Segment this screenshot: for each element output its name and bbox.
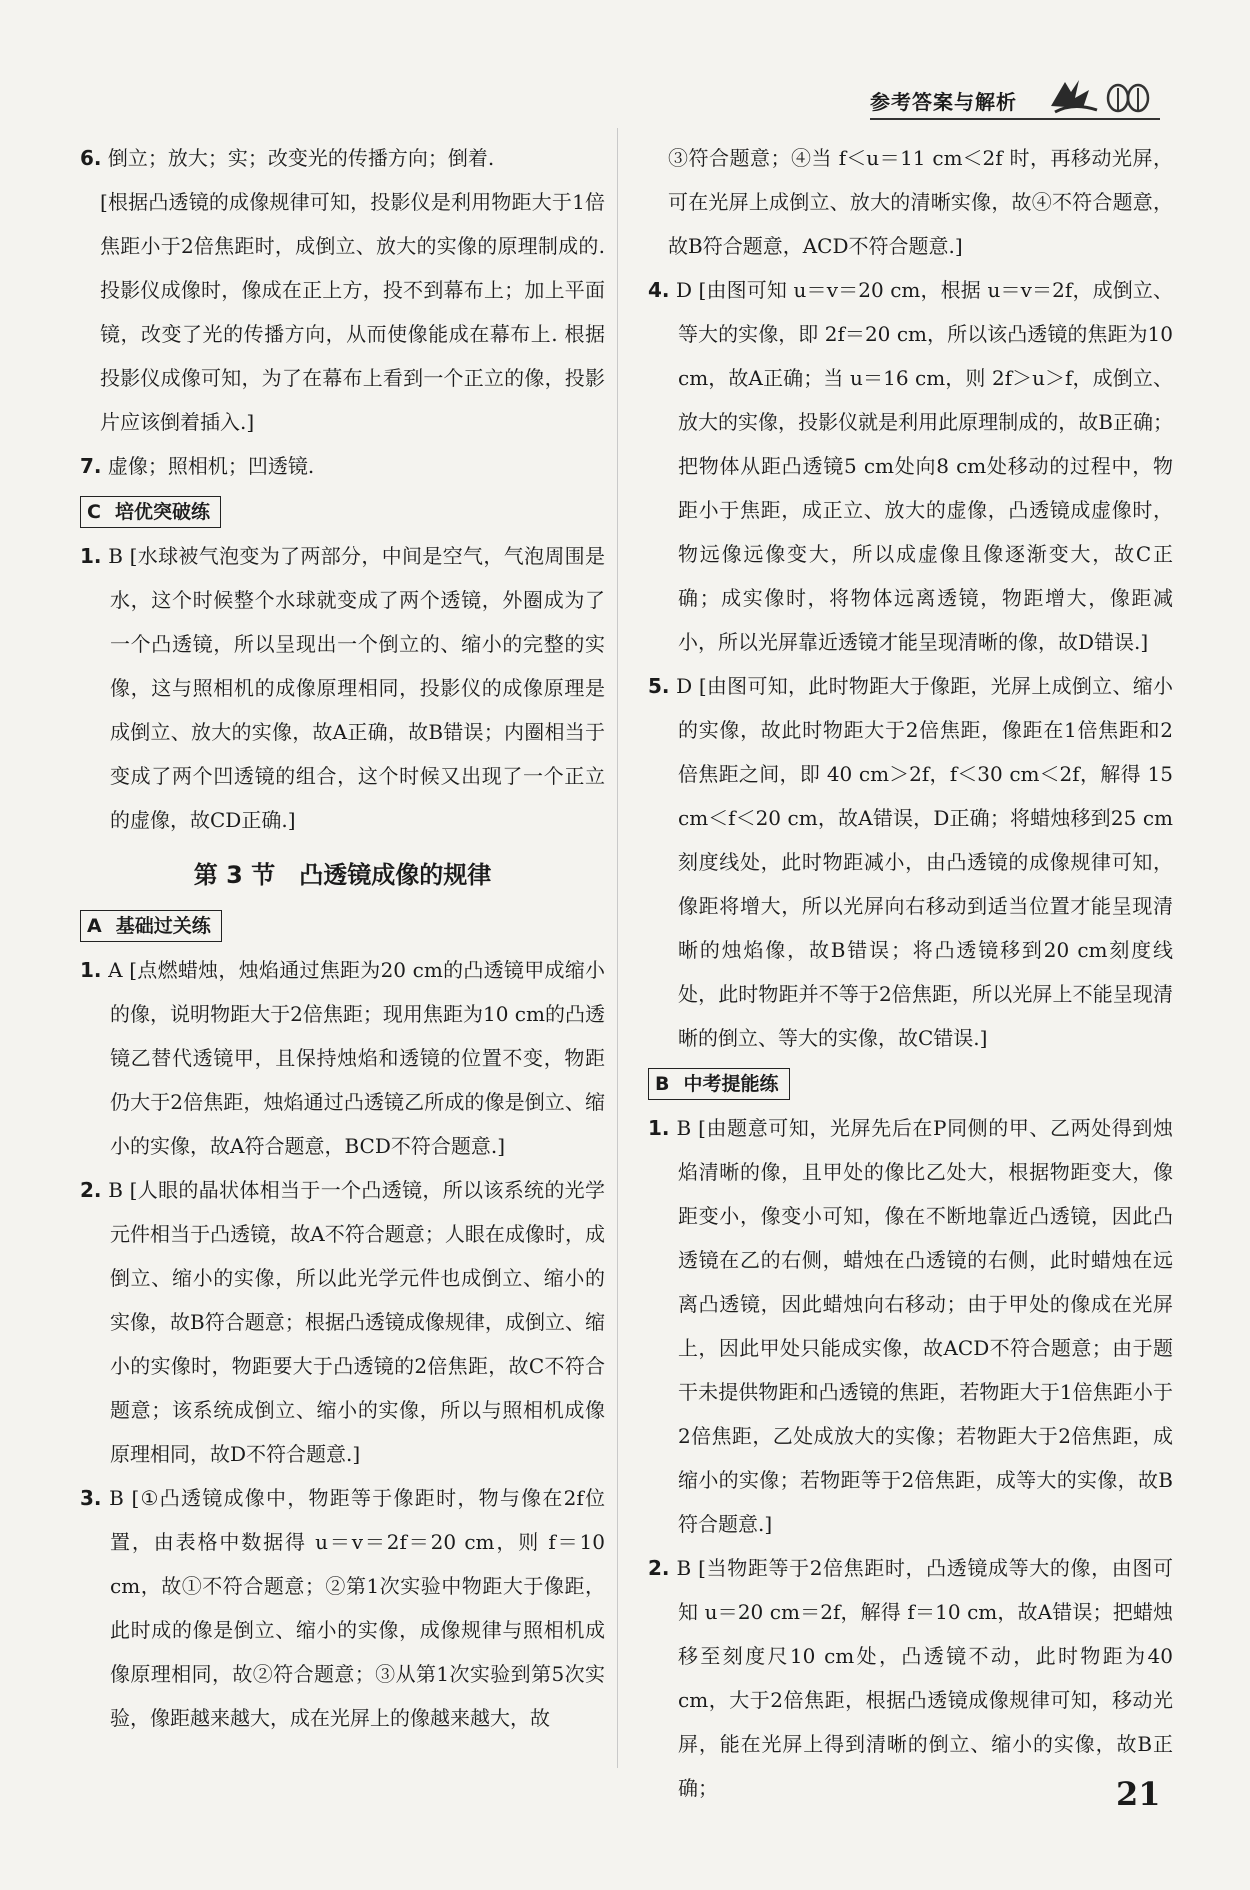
section-tag-a: A 基础过关练 (80, 910, 222, 942)
brand-logo-icon (1045, 76, 1101, 116)
answer-item: 1. A [点燃蜡烛，烛焰通过焦距为20 cm的凸透镜甲成缩小的像，说明物距大于2倍焦距；现用焦距为10 cm的凸透镜乙替代透镜甲，且保持烛焰和透镜的位置不变，物距仍大于2倍焦距，烛焰通过凸透镜乙所成的像是倒立、缩小的实像，故A符合题意，BCD不符合题意.] (80, 958, 606, 1158)
column-divider (617, 128, 618, 1768)
explanation: [根据凸透镜的成像规律可知，投影仪是利用物距大于1倍焦距小于2倍焦距时，成倒立、放大的实像的原理制成的. 投影仪成像时，像成在正上方，投不到幕布上；加上平面镜，改变了光的传播方向，从而使像能成在幕布上. 根据投影仪成像可知，为了在幕布上看到一个正立的像，投影片应该倒着插入.] (100, 190, 605, 434)
answer-item: 2. B [当物距等于2倍焦距时，凸透镜成等大的像，由图可知 u＝20 cm＝2f，解得 f＝10 cm，故A错误；把蜡烛移至刻度尺10 cm处，凸透镜不动，此时物距为40 cm，大于2倍焦距，根据凸透镜成像规律可知，移动光屏，能在光屏上得到清晰的倒立、缩小的实像，故B正确； (648, 1556, 1173, 1800)
header-rule (870, 118, 1160, 120)
answer-item: 4. D [由图可知 u＝v＝20 cm，根据 u＝v＝2f，成倒立、等大的实像，即 2f＝20 cm，所以该凸透镜的焦距为10 cm，故A正确；当 u＝16 cm，则 2f＞u＞f，成倒立、放大的实像，投影仪就是利用此原理制成的，故B正确；把物体从距凸透镜5 cm处向8 cm处移动的过程中，物距小于焦距，成正立、放大的虚像，凸透镜成虚像时，物远像远像变大，所以成虚像且像逐渐变大，故C正确；成实像时，将物体远离透镜，物距增大，像距减小，所以光屏靠近透镜才能呈现清晰的像，故D错误.] (648, 278, 1173, 654)
leaf-decoration-icon (1105, 82, 1151, 118)
answer-item: 3. B [①凸透镜成像中，物距等于像距时，物与像在2f位置，由表格中数据得 u＝v＝2f＝20 cm，则 f＝10 cm，故①不符合题意；②第1次实验中物距大于像距，此时成的像是倒立、缩小的实像，成像规律与照相机成像原理相同，故②符合题意；③从第1次实验到第5次实验，像距越来越大，成在光屏上的像越来越大，故 (80, 1486, 605, 1730)
section-heading: 第 3 节 凸透镜成像的规律 (193, 861, 492, 889)
page-number: 21 (1116, 1775, 1161, 1813)
page-header (870, 82, 1160, 122)
explanation-continued: ③符合题意；④当 f＜u＝11 cm＜2f 时，再移动光屏，可在光屏上成倒立、放大的清晰实像，故④不符合题意，故B符合题意，ACD不符合题意.] (668, 146, 1173, 258)
answer-item: 1. B [由题意可知，光屏先后在P同侧的甲、乙两处得到烛焰清晰的像，且甲处的像比乙处大，根据物距变大，像距变小，像变小可知，像在不断地靠近凸透镜，因此凸透镜在乙的右侧，蜡烛在凸透镜的右侧，此时蜡烛在远离凸透镜，因此蜡烛向右移动；由于甲处的像成在光屏上，因此甲处只能成实像，故ACD不符合题意；由于题干未提供物距和凸透镜的焦距，若物距大于1倍焦距小于2倍焦距，乙处成放大的实像；若物距大于2倍焦距，成缩小的实像；若物距等于2倍焦距，成等大的实像，故B符合题意.] (648, 1116, 1173, 1536)
left-column (80, 136, 605, 1740)
answer-item: 7. 虚像；照相机；凹透镜. (80, 454, 315, 478)
right-column (648, 136, 1173, 1810)
section-tag-b: B 中考提能练 (648, 1068, 790, 1100)
answer-item: 1. B [水球被气泡变为了两部分，中间是空气，气泡周围是水，这个时候整个水球就变成了两个透镜，外圈成为了一个凸透镜，所以呈现出一个倒立的、缩小的完整的实像，这与照相机的成像原理相同，投影仪的成像原理是成倒立、放大的实像，故A正确，故B错误；内圈相当于变成了两个凹透镜的组合，这个时候又出现了一个正立的虚像，故CD正确.] (80, 544, 606, 832)
answer-item: 5. D [由图可知，此时物距大于像距，光屏上成倒立、缩小的实像，故此时物距大于2倍焦距，像距在1倍焦距和2倍焦距之间，即 40 cm＞2f，f＜30 cm＜2f，解得 15 cm＜f＜20 cm，故A错误，D正确；将蜡烛移到25 cm刻度线处，此时物距减小，由凸透镜的成像规律可知，像距将增大，所以光屏向右移动到适当位置才能呈现清晰的烛焰像，故B错误；将凸透镜移到20 cm刻度线处，此时物距并不等于2倍焦距，所以光屏上不能呈现清晰的倒立、等大的实像，故C错误.] (648, 674, 1173, 1050)
answer-item: 2. B [人眼的晶状体相当于一个凸透镜，所以该系统的光学元件相当于凸透镜，故A不符合题意；人眼在成像时，成倒立、缩小的实像，所以此光学元件也成倒立、缩小的实像，故B符合题意；根据凸透镜成像规律，成倒立、缩小的实像时，物距要大于凸透镜的2倍焦距，故C不符合题意；该系统成倒立、缩小的实像，所以与照相机成像原理相同，故D不符合题意.] (80, 1178, 606, 1466)
header-title: 参考答案与解析 (870, 90, 1017, 114)
answer-item: 6. 倒立；放大；实；改变光的传播方向；倒着. (80, 146, 495, 170)
section-tag-c: C 培优突破练 (80, 496, 221, 528)
